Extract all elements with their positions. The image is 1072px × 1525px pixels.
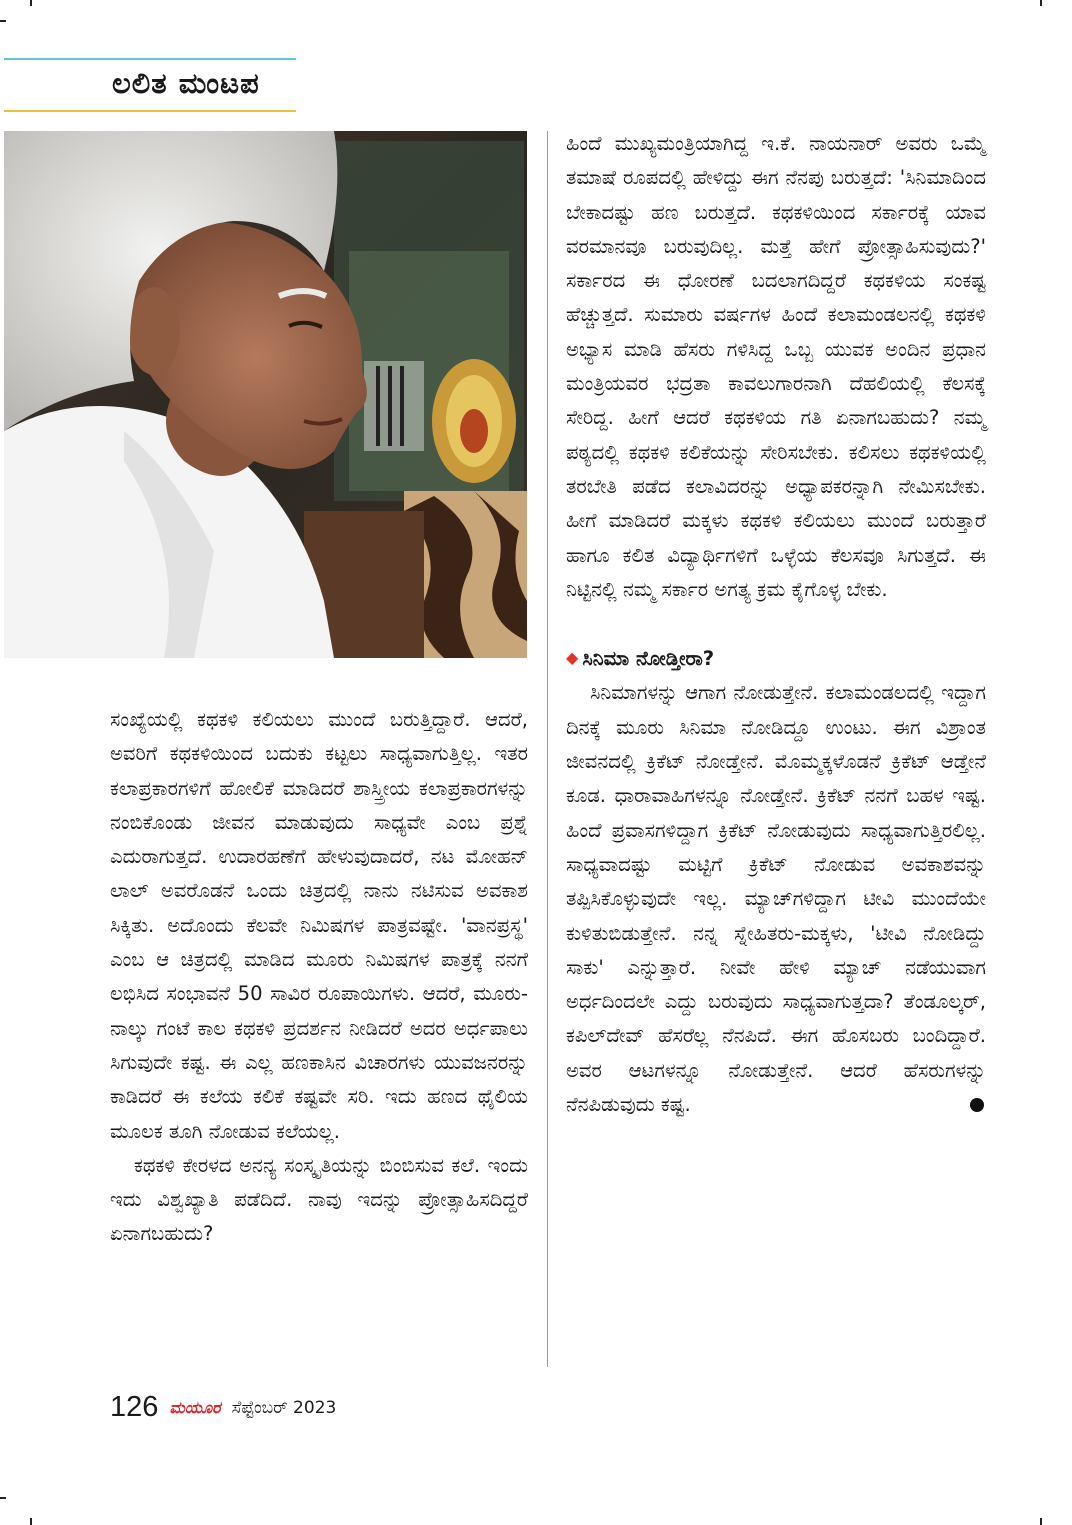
left-paragraph: ಸಂಖ್ಯೆಯಲ್ಲಿ ಕಥಕಳಿ ಕಲಿಯಲು ಮುಂದೆ ಬರುತ್ತಿದ್ದಾರೆ. ಆದರೆ, ಅವರಿಗೆ ಕಥಕಳಿಯಿಂದ ಬದುಕು ಕಟ್ಟಲು ಸಾಧ್ಯವಾಗುತ್ತಿಲ್ಲ. ಇತರ ಕಲಾಪ್ರಕಾರಗಳಿಗೆ ಹೋಲಿಕೆ ಮಾಡಿದರೆ ಶಾಸ್ತ್ರೀಯ ಕಲಾಪ್ರಕಾರಗಳನ್ನು ನಂಬಿಕೊಂಡು ಜೀವನ ಮಾಡುವುದು ಸಾಧ್ಯವೇ ಎಂಬ ಪ್ರಶ್ನೆ ಎದುರಾಗುತ್ತದೆ. ಉದಾರಹಣೆಗೆ ಹೇಳುವುದಾದರೆ, ನಟ ಮೋಹನ್ ಲಾಲ್ ಅವರೊಡನೆ ಒಂದು ಚಿತ್ರದಲ್ಲಿ ನಾನು ನಟಿಸುವ ಅವಕಾಶ ಸಿಕ್ಕಿತು. ಅದೊಂದು ಕೆಲವೇ ನಿಮಿಷಗಳ ಪಾತ್ರವಷ್ಟೇ. 'ವಾನಪ್ರಸ್ಥ' ಎಂಬ ಆ ಚಿತ್ರದಲ್ಲಿ ಮಾಡಿದ ಮೂರು ನಿಮಿಷಗಳ ಪಾತ್ರಕ್ಕೆ ನನಗೆ ಲಭಿಸಿದ ಸಂಭಾವನೆ 50 ಸಾವಿರ ರೂಪಾಯಿಗಳು. ಆದರೆ, ಮೂರು-ನಾಲ್ಕು ಗಂಟೆ ಕಾಲ ಕಥಕಳಿ ಪ್ರದರ್ಶನ ನೀಡಿದರೆ ಅದರ ಅರ್ಧಪಾಲು ಸಿಗುವುದೇ ಕಷ್ಟ. ಈ ಎಲ್ಲ ಹಣಕಾಸಿನ ವಿಚಾರಗಳು ಯುವಜನರನ್ನು ಕಾಡಿದರೆ ಈ ಕಲೆಯ ಕಲಿಕೆ ಕಷ್ಟವೇ ಸರಿ. ಇದು ಹಣದ ಥೈಲಿಯ ಮೂಲಕ ತೂಗಿ ನೋಡುವ ಕಲೆಯಲ್ಲ. bbox=[110, 708, 528, 1143]
right-paragraph: ಹಿಂದೆ ಮುಖ್ಯಮಂತ್ರಿಯಾಗಿದ್ದ ಇ.ಕೆ. ನಾಯನಾರ್ ಅವರು ಒಮ್ಮೆ ತಮಾಷೆ ರೂಪದಲ್ಲಿ ಹೇಳಿದ್ದು ಈಗ ನೆನಪು ಬರುತ್ತದೆ: 'ಸಿನಿಮಾದಿಂದ ಬೇಕಾದಷ್ಟು ಹಣ ಬರುತ್ತದೆ. ಕಥಕಳಿಯಿಂದ ಸರ್ಕಾರಕ್ಕೆ ಯಾವ ವರಮಾನವೂ ಬರುವುದಿಲ್ಲ. ಮತ್ತೆ ಹೇಗೆ ಪ್ರೋತ್ಸಾಹಿಸುವುದು?' ಸರ್ಕಾರದ ಈ ಧೋರಣೆ ಬದಲಾಗದಿದ್ದರೆ ಕಥಕಳಿಯ ಸಂಕಷ್ಟ ಹೆಚ್ಚುತ್ತದೆ. ಸುಮಾರು ವರ್ಷಗಳ ಹಿಂದೆ ಕಲಾಮಂಡಲನಲ್ಲಿ ಕಥಕಳಿ ಅಭ್ಯಾಸ ಮಾಡಿ ಹೆಸರು ಗಳಿಸಿದ್ದ ಒಬ್ಬ ಯುವಕ ಅಂದಿನ ಪ್ರಧಾನ ಮಂತ್ರಿಯವರ ಭದ್ರತಾ ಕಾವಲುಗಾರನಾಗಿ ದೆಹಲಿಯಲ್ಲಿ ಕೆಲಸಕ್ಕೆ ಸೇರಿದ್ದ. ಹೀಗೆ ಆದರೆ ಕಥಕಳಿಯ ಗತಿ ಏನಾಗಬಹುದು? ನಮ್ಮ ಪಠ್ಯದಲ್ಲಿ ಕಥಕಳಿ ಕಲಿಕೆಯನ್ನು ಸೇರಿಸಬೇಕು. ಕಲಿಸಲು ಕಥಕಳಿಯಲ್ಲಿ ತರಬೇತಿ ಪಡೆದ ಕಲಾವಿದರನ್ನು ಅಧ್ಯಾಪಕರನ್ನಾಗಿ ನೇಮಿಸಬೇಕು. ಹೀಗೆ ಮಾಡಿದರೆ ಮಕ್ಕಳು ಕಥಕಳಿ ಕಲಿಯಲು ಮುಂದೆ ಬರುತ್ತಾರೆ ಹಾಗೂ ಕಲಿತ ವಿದ್ಯಾರ್ಥಿಗಳಿಗೆ ಒಳ್ಳೆಯ ಕೆಲಸವೂ ಸಿಗುತ್ತದೆ. ಈ ನಿಟ್ಟಿನಲ್ಲಿ ನಮ್ಮ ಸರ್ಕಾರ ಅಗತ್ಯ ಕ್ರಮ ಕೈಗೊಳ್ಳ ಬೇಕು. bbox=[566, 132, 986, 601]
left-paragraph: ಕಥಕಳಿ ಕೇರಳದ ಅನನ್ಯ ಸಂಸ್ಕೃತಿಯನ್ನು ಬಿಂಬಿಸುವ ಕಲೆ. ಇಂದು ಇದು ವಿಶ್ವಖ್ಯಾತಿ ಪಡೆದಿದೆ. ನಾವು ಇದನ್ನು ಪ್ರೋತ್ಸಾಹಿಸದಿದ್ದರೆ ಏನಾಗಬಹುದು? bbox=[110, 1153, 528, 1246]
section-title: ಲಲಿತ ಮಂಟಪ bbox=[112, 66, 260, 100]
crop-mark-top-middle bbox=[30, 0, 32, 6]
portrait-photo bbox=[4, 131, 527, 658]
page-number: 126 bbox=[110, 1391, 159, 1423]
right-column bbox=[566, 127, 986, 1122]
crop-mark-bottom-middle bbox=[30, 1518, 32, 1525]
interview-question bbox=[566, 641, 986, 676]
left-column bbox=[110, 703, 528, 1252]
answer-text: ಸಿನಿಮಾಗಳನ್ನು ಆಗಾಗ ನೋಡುತ್ತೇನೆ. ಕಲಾಮಂಡಲದಲ್ಲಿ ಇದ್ದಾಗ ದಿನಕ್ಕೆ ಮೂರು ಸಿನಿಮಾ ನೋಡಿದ್ದೂ ಉಂಟು. ಈಗ ವಿಶ್ರಾಂತ ಜೀವನದಲ್ಲಿ ಕ್ರಿಕೆಟ್ ನೋಡ್ತೇನೆ. ಮೊಮ್ಮಕ್ಕಳೊಡನೆ ಕ್ರಿಕೆಟ್ ಆಡ್ತೇನೆ ಕೂಡ. ಧಾರಾವಾಹಿಗಳನ್ನೂ ನೋಡ್ತೇನೆ. ಕ್ರಿಕೆಟ್ ನನಗೆ ಬಹಳ ಇಷ್ಟ. ಹಿಂದೆ ಪ್ರವಾಸಗಳಿದ್ದಾಗ ಕ್ರಿಕೆಟ್ ನೋಡುವುದು ಸಾಧ್ಯವಾಗುತ್ತಿರಲಿಲ್ಲ. ಸಾಧ್ಯವಾದಷ್ಟು ಮಟ್ಟಿಗೆ ಕ್ರಿಕೆಟ್ ನೋಡುವ ಅವಕಾಶವನ್ನು ತಪ್ಪಿಸಿಕೊಳ್ಳುವುದೇ ಇಲ್ಲ. ಮ್ಯಾಚ್‌ಗಳಿದ್ದಾಗ ಟೀವಿ ಮುಂದೆಯೇ ಕುಳಿತುಬಿಡುತ್ತೇನೆ. ನನ್ನ ಸ್ನೇಹಿತರು-ಮಕ್ಕಳು, 'ಟೀವಿ ನೋಡಿದ್ದು ಸಾಕು' ಎನ್ನುತ್ತಾರೆ. ನೀವೇ ಹೇಳಿ ಮ್ಯಾಚ್ ನಡೆಯುವಾಗ ಅರ್ಧದಿಂದಲೇ ಎದ್ದು ಬರುವುದು ಸಾಧ್ಯವಾಗುತ್ತದಾ? ತೆಂಡೂಲ್ಕರ್, ಕಪಿಲ್‌ದೇವ್ ಹೆಸರೆಲ್ಲ ನೆನಪಿದೆ. ಈಗ ಹೊಸಬರು ಬಂದಿದ್ದಾರೆ. ಅವರ ಆಟಗಳನ್ನೂ ನೋಡುತ್ತೇನೆ. ಆದರೆ ಹೆಸರುಗಳನ್ನು ನೆನಪಿಡುವುದು ಕಷ್ಟ. bbox=[566, 681, 986, 1117]
page-footer bbox=[110, 1391, 336, 1431]
crop-mark-top-right bbox=[1040, 0, 1042, 6]
crop-mark-bottom-right bbox=[1040, 1518, 1042, 1525]
interview-answer bbox=[566, 676, 986, 1122]
column-divider bbox=[547, 131, 548, 1367]
filled-circle-icon bbox=[970, 1098, 984, 1112]
section-header bbox=[4, 58, 296, 112]
magazine-logo: ಮಯೂರ bbox=[169, 1397, 221, 1417]
question-text: ಸಿನಿಮಾ ನೋಡ್ತೀರಾ? bbox=[582, 647, 715, 671]
crop-mark-top-left bbox=[0, 20, 6, 22]
crop-mark-bottom-left bbox=[0, 1497, 6, 1499]
diamond-icon: ◆ bbox=[566, 648, 579, 668]
issue-date: ಸೆಪ್ಟೆಂಬರ್ 2023 bbox=[231, 1397, 337, 1418]
